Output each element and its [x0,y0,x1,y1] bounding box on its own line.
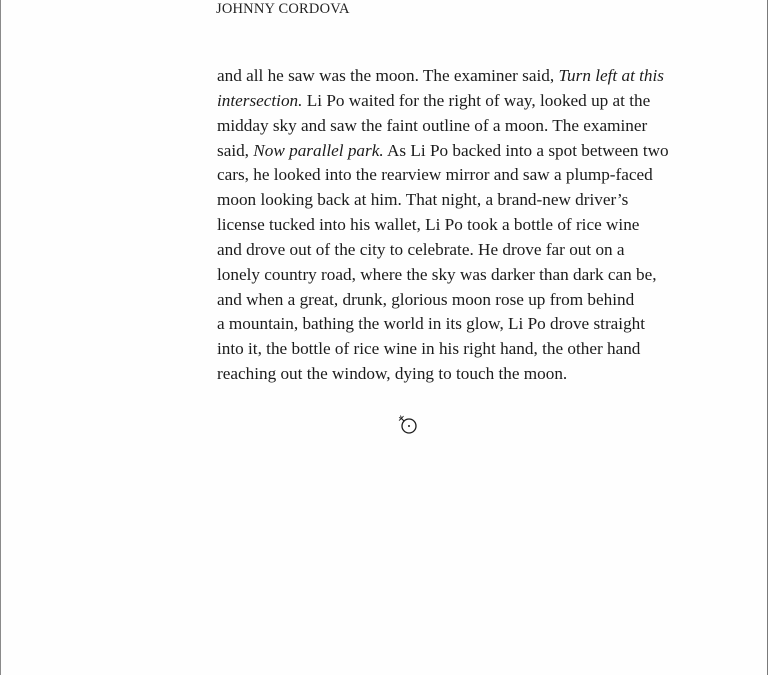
italic-phrase: Turn left at this [558,66,664,85]
text-line [217,64,697,89]
text-line [217,362,697,387]
text-run: a mountain, bathing the world in its glow, Li Po drove straight [217,314,646,334]
page-left-edge [0,0,1,675]
text-run: and drove out of the city to celebrate. He drove far out on a [217,239,625,259]
text-line [217,114,697,139]
body-paragraph [217,64,697,387]
italic-phrase: intersection. [217,90,303,110]
text-run: lonely country road, where the sky was darker than dark can be, [217,264,657,284]
text-run: and when a great, drunk, glorious moon rose up from behind [217,289,635,309]
text-line [217,213,697,238]
text-run: license tucked into his wallet, Li Po took a bottle of rice wine [217,215,640,235]
running-head: JOHNNY CORDOVA [216,1,350,17]
text-line [217,312,697,337]
text-run: As Li Po backed into a spot between two [383,140,669,160]
text-run: said, [217,140,254,160]
italic-phrase: Now parallel park. [253,140,384,160]
text-run: moon looking back at him. That night, a brand-new driver’s [217,190,629,210]
text-line [217,337,697,362]
text-line [217,163,697,188]
text-run: and all he saw was the moon. The examiner said, [217,66,559,85]
text-run: Li Po waited for the right of way, looked up at the [302,90,651,110]
text-run: reaching out the window, dying to touch the moon. [217,364,568,384]
text-line [217,288,697,313]
text-line [217,238,697,263]
moon-fuse-ornament-icon [396,412,420,436]
text-run: cars, he looked into the rearview mirror and saw a plump-faced [217,165,653,185]
text-run: midday sky and saw the faint outline of a moon. The examiner [217,115,648,135]
text-run: into it, the bottle of rice wine in his right hand, the other hand [217,339,641,359]
text-line [217,139,697,164]
text-line [217,263,697,288]
text-line [217,188,697,213]
text-line [217,89,697,114]
